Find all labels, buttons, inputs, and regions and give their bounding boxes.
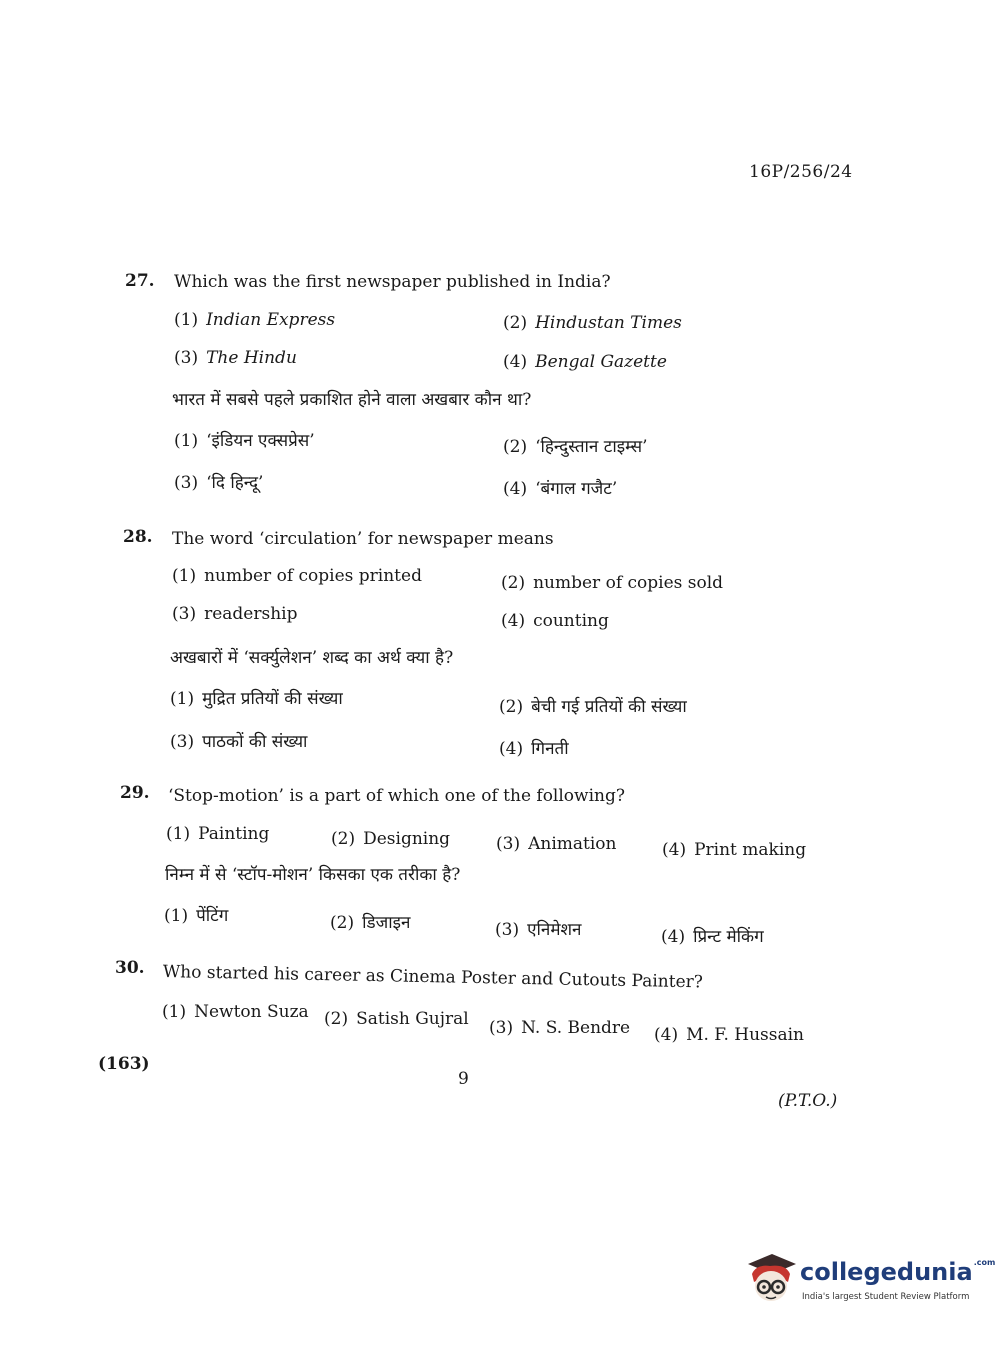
question-text: ‘Stop-motion’ is a part of which one of the following? — [168, 786, 625, 806]
question-text-hindi: भारत में सबसे पहले प्रकाशित होने वाला अखबार कौन था? — [172, 390, 532, 410]
option-hindi: (2) डिजाइन — [330, 913, 411, 933]
option-hindi: (2) ‘हिन्दुस्तान टाइम्स’ — [503, 437, 648, 457]
option: (2) Satish Gujral — [324, 1009, 469, 1029]
option: (1) Indian Express — [174, 310, 336, 330]
question-text-hindi: अखबारों में ‘सर्क्युलेशन’ शब्द का अर्थ क्या है? — [170, 648, 454, 668]
option-hindi: (4) प्रिन्ट मेकिंग — [661, 927, 764, 947]
option: (4) M. F. Hussain — [654, 1025, 805, 1045]
question-text: Who started his career as Cinema Poster and Cutouts Painter? — [162, 962, 704, 993]
question-number: 27. — [125, 271, 155, 291]
option: (1) number of copies printed — [172, 566, 422, 586]
option: (3) N. S. Bendre — [489, 1018, 631, 1038]
question-text-hindi: निम्न में से ‘स्टॉप-मोशन’ किसका एक तरीका है? — [165, 865, 461, 885]
option: (2) Designing — [331, 829, 451, 849]
option-hindi: (4) गिनती — [499, 739, 569, 759]
option: (1) Painting — [166, 824, 270, 844]
option-hindi: (2) बेची गई प्रतियों की संख्या — [499, 697, 687, 717]
question-number: 29. — [120, 783, 150, 803]
option: (3) Animation — [496, 834, 617, 854]
question-number: 28. — [123, 527, 153, 547]
option-hindi: (4) ‘बंगाल गजैट’ — [503, 479, 618, 499]
page-series-number: (163) — [98, 1054, 150, 1074]
brand-name: collegedunia$^{.com}$ — [800, 1258, 996, 1286]
option: (1) Newton Suza — [162, 1002, 309, 1022]
collegedunia-logo — [742, 1250, 996, 1310]
option: (4) counting — [501, 611, 609, 631]
pto-label: (P.T.O.) — [778, 1091, 838, 1111]
option: (2) number of copies sold — [501, 573, 724, 593]
question-number: 30. — [115, 958, 145, 978]
question-text: The word ‘circulation’ for newspaper means — [172, 529, 554, 549]
option: (3) readership — [172, 604, 298, 624]
option: (4) Print making — [662, 840, 807, 860]
student-mascot-icon — [742, 1252, 800, 1308]
option: (4) Bengal Gazette — [503, 352, 667, 372]
question-text: Which was the first newspaper published in India? — [174, 272, 611, 292]
option-hindi: (1) पेंटिंग — [164, 906, 229, 926]
paper-code: 16P/256/24 — [749, 162, 853, 182]
brand-tagline: India's largest Student Review Platform — [802, 1292, 970, 1302]
option-hindi: (1) मुद्रित प्रतियों की संख्या — [170, 689, 343, 709]
page-number: 9 — [458, 1069, 469, 1089]
option-hindi: (3) पाठकों की संख्या — [170, 732, 308, 752]
option-hindi: (3) ‘दि हिन्दू’ — [174, 473, 264, 493]
option: (3) The Hindu — [174, 348, 297, 368]
option: (2) Hindustan Times — [503, 313, 682, 333]
option-hindi: (3) एनिमेशन — [495, 920, 582, 940]
option-hindi: (1) ‘इंडियन एक्सप्रेस’ — [174, 431, 315, 451]
